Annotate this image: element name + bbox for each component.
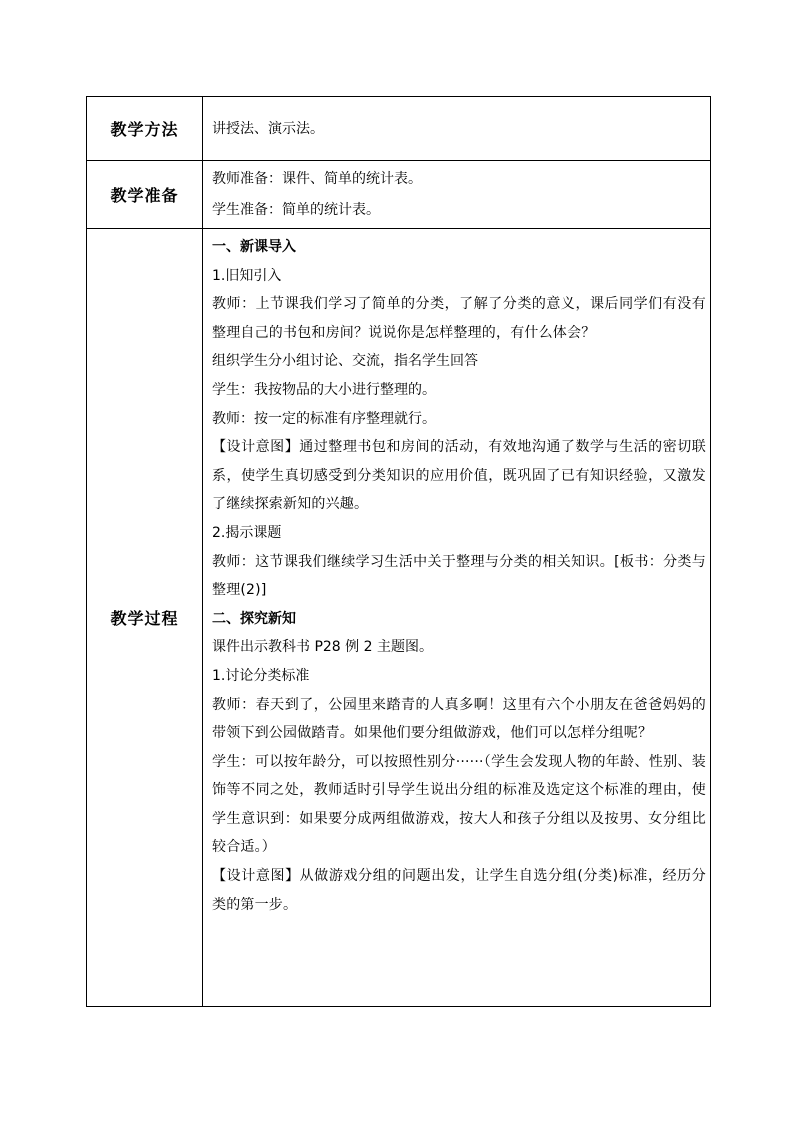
teacher-response: 教师：按一定的标准有序整理就行。 <box>212 410 436 427</box>
method-content <box>203 97 711 161</box>
group-discussion-note: 组织学生分小组讨论、交流，指名学生回答 <box>212 353 478 370</box>
teacher-topic-intro: 教师：这节课我们继续学习生活中关于整理与分类的相关知识。[板书：分类与整理(2)] <box>212 553 706 599</box>
process-content <box>203 229 711 1007</box>
student-answer-size: 学生：我按物品的大小进行整理的。 <box>212 381 436 398</box>
process-row <box>87 229 711 1007</box>
section-heading-intro: 一、新课导入 <box>212 239 296 255</box>
step-review-heading: 1.旧知引入 <box>212 267 282 284</box>
step-discuss-heading: 1.讨论分类标准 <box>212 667 310 684</box>
student-grouping-answer: 学生：可以按年龄分，可以按照性别分······（学生会发现人物的年龄、性别、装饰等不同之处，教师适时引导学生说出分组的标准及选定这个标准的理由，使学生意识到：如果要分成两组做游戏，按大人和孩子分组以及按男、女分组比较合适。） <box>212 753 706 856</box>
section-heading-explore: 二、探究新知 <box>212 610 296 627</box>
teacher-preparation: 教师准备：课件、简单的统计表。 <box>212 170 422 187</box>
lesson-plan-table <box>86 96 711 1007</box>
teacher-question: 教师：上节课我们学习了简单的分类，了解了分类的意义，课后同学们有没有整理自己的书包和房间？说说你是怎样整理的，有什么体会？ <box>212 296 706 341</box>
design-intent-2: 【设计意图】从做游戏分组的问题出发，让学生自选分组(分类)标准，经历分类的第一步。 <box>212 868 706 913</box>
preparation-content <box>203 161 711 229</box>
preparation-row <box>87 161 711 229</box>
student-preparation: 学生准备：简单的统计表。 <box>212 201 380 218</box>
courseware-note: 课件出示教科书 P28 例 2 主题图。 <box>212 639 433 656</box>
design-intent-1: 【设计意图】通过整理书包和房间的活动，有效地沟通了数学与生活的密切联系，使学生真切感受到分类知识的应用价值，既巩固了已有知识经验，又激发了继续探索新知的兴趣。 <box>212 439 706 513</box>
method-text: 讲授法、演示法。 <box>212 120 324 137</box>
teacher-spring-question: 教师：春天到了，公园里来踏青的人真多啊！这里有六个小朋友在爸爸妈妈的带领下到公园做踏青。如果他们要分组做游戏，他们可以怎样分组呢？ <box>212 696 706 742</box>
method-row <box>87 97 711 161</box>
step-topic-heading: 2.揭示课题 <box>212 524 282 541</box>
method-label: 教学方法 <box>87 97 203 161</box>
preparation-label: 教学准备 <box>87 161 203 229</box>
process-label: 教学过程 <box>87 229 203 1007</box>
